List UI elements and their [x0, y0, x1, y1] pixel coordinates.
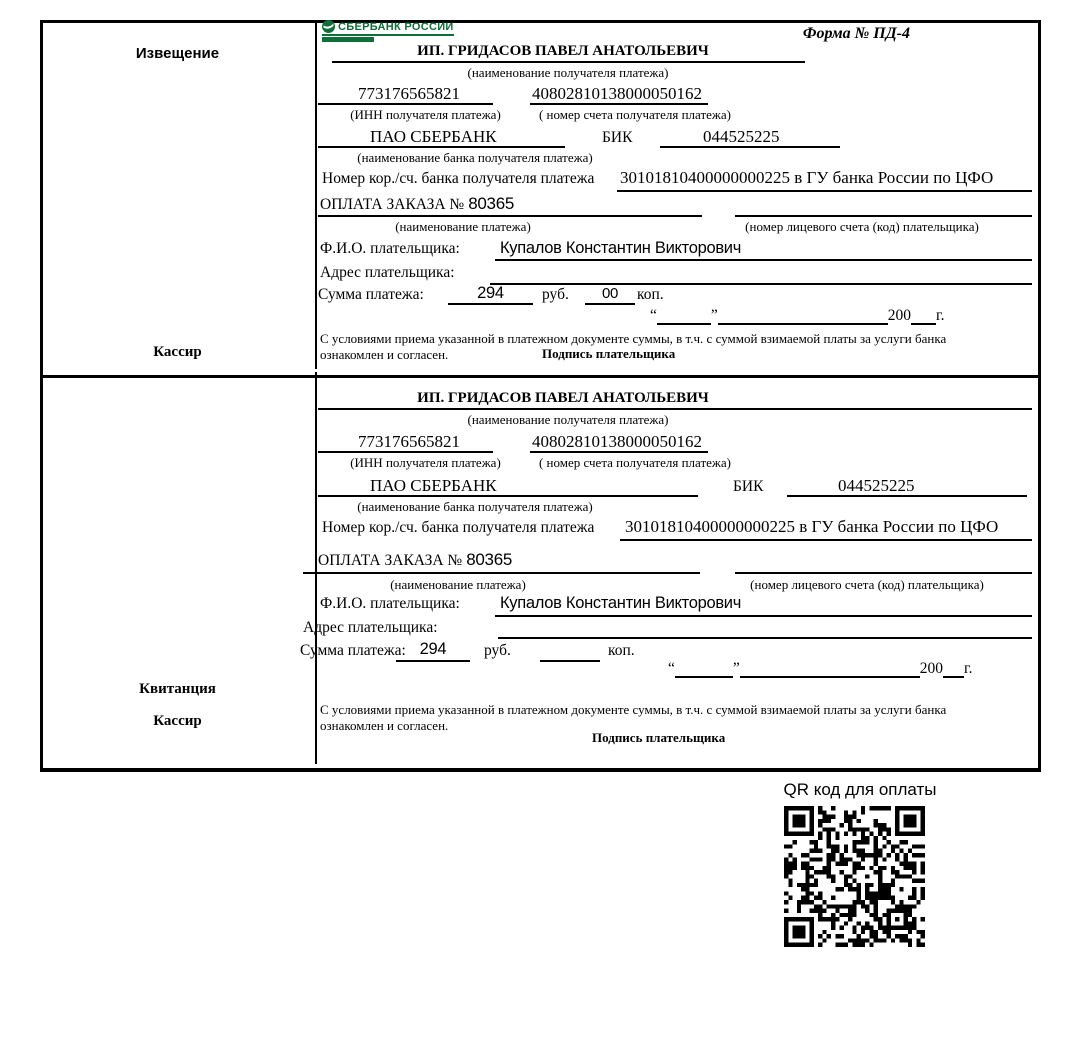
payer-account-caption-receipt: (номер лицевого счета (код) плательщика) — [750, 577, 984, 592]
bank-name-notice: ПАО СБЕРБАНК — [370, 127, 497, 146]
corr-account-value-receipt: 30101810400000000225 в ГУ банка России по ЦФО — [625, 517, 999, 536]
payer-account-caption-notice: (номер лицевого счета (код) плательщика) — [745, 219, 979, 234]
bank-name-caption-notice: (наименование банка получателя платежа) — [357, 150, 593, 165]
recipient-name-caption-receipt: (наименование получателя платежа) — [467, 412, 669, 427]
account-underline-receipt — [530, 451, 708, 453]
cashier-label-notice: Кассир — [153, 344, 202, 360]
receipt-section-label: Квитанция — [139, 681, 216, 697]
recipient-name-notice: ИП. ГРИДАСОВ ПАВЕЛ АНАТОЛЬЕВИЧ — [417, 43, 709, 59]
corr-account-underline-notice — [617, 190, 1032, 192]
inn-caption-receipt: (ИНН получателя платежа) — [350, 455, 501, 470]
date-day-underline-notice — [657, 306, 711, 325]
bank-name-receipt: ПАО СБЕРБАНК — [370, 476, 497, 495]
payment-name-prefix-notice: ОПЛАТА ЗАКАЗА № — [320, 196, 465, 213]
sberbank-logo-icon — [322, 20, 335, 33]
date-row-notice — [650, 306, 945, 325]
bank-name-underline-receipt — [318, 495, 698, 497]
rub-label-notice: руб. — [542, 286, 569, 303]
recipient-name-underline-notice — [332, 61, 805, 63]
bank-name-underline-notice — [318, 146, 565, 148]
date-month-underline-notice — [718, 306, 888, 325]
sum-rub-underline-receipt — [396, 660, 470, 662]
account-underline-notice — [530, 103, 708, 105]
sum-rub-value-notice: 294 — [477, 284, 504, 302]
recipient-name-underline-receipt — [318, 408, 1032, 410]
signature-label-notice: Подпись плательщика — [542, 346, 676, 361]
date-day-underline-receipt — [675, 659, 733, 678]
payer-address-underline-notice — [490, 283, 1032, 285]
agreement-line1-receipt: С условиями приема указанной в платежном документе суммы, в т.ч. с суммой взимаемой платы за услуги банка — [320, 702, 947, 717]
sum-rub-underline-notice — [448, 303, 533, 305]
agreement-line2-notice: ознакомлен и согласен. — [320, 347, 449, 362]
sberbank-logo-text: СБЕРБАНК РОССИИ — [338, 20, 454, 33]
recipient-name-receipt: ИП. ГРИДАСОВ ПАВЕЛ АНАТОЛЬЕВИЧ — [417, 390, 709, 406]
bank-name-caption-receipt: (наименование банка получателя платежа) — [357, 499, 593, 514]
sberbank-logo-row — [322, 20, 454, 36]
corr-account-label-notice: Номер кор./сч. банка получателя платежа — [322, 170, 595, 187]
signature-label-receipt: Подпись плательщика — [592, 730, 726, 745]
date-year-underline-notice — [911, 306, 936, 325]
corr-account-value-notice: 30101810400000000225 в ГУ банка России по ЦФО — [620, 168, 994, 187]
recipient-name-caption-notice: (наименование получателя платежа) — [467, 65, 669, 80]
sum-kop-underline-notice — [585, 303, 635, 305]
date-open-quote-receipt: “ — [668, 660, 675, 677]
date-close-quote-notice: ” — [710, 307, 718, 324]
account-caption-notice: ( номер счета получателя платежа) — [538, 107, 732, 122]
notice-column-divider — [315, 23, 317, 369]
payer-fio-value-receipt: Купалов Константин Викторович — [500, 594, 741, 612]
recipient-account-notice: 40802810138000050162 — [532, 84, 702, 103]
order-number-receipt: 80365 — [466, 550, 513, 569]
inn-caption-notice: (ИНН получателя платежа) — [350, 107, 501, 122]
agreement-line2-receipt: ознакомлен и согласен. — [320, 718, 449, 733]
order-number-notice: 80365 — [468, 194, 515, 213]
sum-label-notice: Сумма платежа: — [318, 286, 424, 303]
date-close-quote-receipt: ” — [732, 660, 740, 677]
payer-fio-label-notice: Ф.И.О. плательщика: — [320, 240, 460, 257]
payment-name-underline-receipt — [303, 572, 700, 574]
payment-name-caption-notice: (наименование платежа) — [395, 219, 531, 234]
payer-fio-underline-receipt — [495, 615, 1032, 617]
corr-account-label-receipt: Номер кор./сч. банка получателя платежа — [322, 519, 595, 536]
date-open-quote-notice: “ — [650, 307, 657, 324]
date-year-underline-receipt — [943, 659, 964, 678]
payer-address-label-receipt: Адрес плательщика: — [303, 619, 438, 636]
payer-fio-underline-notice — [495, 259, 1032, 261]
payer-address-underline-receipt — [498, 637, 1032, 639]
bik-value-receipt: 044525225 — [838, 476, 915, 495]
bik-value-notice: 044525225 — [703, 127, 780, 146]
payment-name-underline-notice — [318, 215, 702, 217]
form-number: Форма № ПД-4 — [802, 25, 910, 42]
sberbank-logo — [322, 20, 454, 42]
bik-label-receipt: БИК — [733, 478, 764, 495]
date-row-receipt — [668, 659, 973, 678]
payment-name-prefix-receipt: ОПЛАТА ЗАКАЗА № — [318, 552, 463, 569]
payer-account-underline-notice — [735, 215, 1032, 217]
payer-address-label-notice: Адрес плательщика: — [320, 264, 455, 281]
recipient-inn-notice: 773176565821 — [358, 84, 460, 103]
account-caption-receipt: ( номер счета получателя платежа) — [538, 455, 732, 470]
cashier-label-receipt: Кассир — [153, 713, 202, 729]
recipient-account-receipt: 40802810138000050162 — [532, 432, 702, 451]
qr-label: QR код для оплаты — [783, 780, 937, 799]
date-year-suffix-receipt: г. — [964, 660, 973, 677]
date-year-suffix-notice: г. — [936, 307, 945, 324]
sum-label-receipt: Сумма платежа: — [300, 642, 406, 659]
bik-underline-notice — [660, 146, 840, 148]
agreement-line1-notice: С условиями приема указанной в платежном документе суммы, в т.ч. с суммой взимаемой платы за услуги банка — [320, 331, 947, 346]
date-year-prefix-notice: 200 — [887, 307, 912, 324]
sberbank-logo-bar — [322, 37, 374, 42]
sum-rub-value-receipt: 294 — [419, 640, 447, 658]
receipt-column-divider — [315, 372, 317, 764]
bik-underline-receipt — [787, 495, 1027, 497]
rub-label-receipt: руб. — [484, 642, 511, 659]
payment-name-notice — [320, 194, 514, 214]
sum-kop-underline-receipt — [540, 660, 600, 662]
qr-code — [784, 806, 925, 947]
date-year-prefix-receipt: 200 — [919, 660, 944, 677]
notice-section-label: Извещение — [135, 45, 220, 62]
recipient-inn-receipt: 773176565821 — [358, 432, 460, 451]
sum-kop-value-notice: 00 — [601, 285, 619, 302]
inn-underline-receipt — [318, 451, 493, 453]
payment-name-caption-receipt: (наименование платежа) — [390, 577, 526, 592]
payment-name-receipt — [318, 550, 512, 570]
kop-label-receipt: коп. — [608, 642, 635, 659]
payer-fio-value-notice: Купалов Константин Викторович — [500, 239, 741, 257]
corr-account-underline-receipt — [620, 539, 1032, 541]
inn-underline-notice — [318, 103, 493, 105]
kop-label-notice: коп. — [637, 286, 664, 303]
payer-account-underline-receipt — [735, 572, 1032, 574]
bik-label-notice: БИК — [602, 129, 633, 146]
payer-fio-label-receipt: Ф.И.О. плательщика: — [320, 595, 460, 612]
date-month-underline-receipt — [740, 659, 920, 678]
